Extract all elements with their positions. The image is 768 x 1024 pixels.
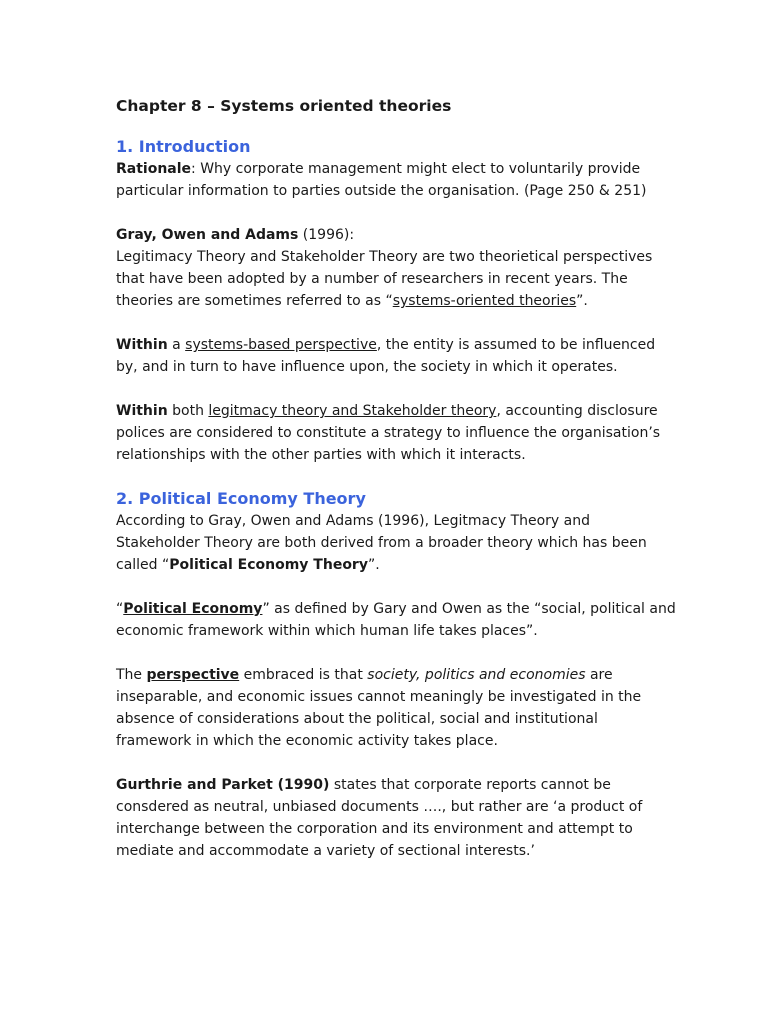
p2-open: “ xyxy=(116,601,124,617)
chapter-title: Chapter 8 – Systems oriented theories xyxy=(116,97,452,115)
political-economy-paragraph-2 xyxy=(116,598,676,642)
gray-authors: Gray, Owen and Adams xyxy=(116,227,299,243)
gray-paragraph xyxy=(116,246,676,312)
section-heading-introduction: 1. Introduction xyxy=(116,137,251,156)
within2-pre: both xyxy=(167,403,209,419)
gurthrie-paragraph xyxy=(116,774,676,862)
p1-bold: Political Economy Theory xyxy=(169,557,368,573)
gray-heading-line xyxy=(116,224,676,246)
p3-pre: The xyxy=(116,667,147,683)
within1-pre: a xyxy=(167,337,186,353)
section-heading-political-economy: 2. Political Economy Theory xyxy=(116,489,366,508)
gray-text: Legitimacy Theory and Stakeholder Theory are two theorietical perspectives that have been adopted by a number of researchers in recent years. The theories are sometimes referred to as “ xyxy=(116,249,653,309)
gray-end: ”. xyxy=(576,293,588,309)
rationale-paragraph xyxy=(116,158,676,202)
legitimacy-stakeholder-link: legitmacy theory and Stakeholder theory xyxy=(208,403,497,419)
political-economy-paragraph-1 xyxy=(116,510,676,576)
systems-oriented-theories-link: systems-oriented theories xyxy=(392,293,577,309)
within-systems-paragraph xyxy=(116,334,676,378)
p4-text: states that corporate reports cannot be consdered as neutral, unbiased documents …., but rather are ‘a product of interchange between the corporation and its environment and attempt to mediate and accommodate a variety of sectional interests.’ xyxy=(116,777,643,859)
perspective-paragraph xyxy=(116,664,676,752)
within-label-1: Within xyxy=(116,337,168,353)
systems-based-perspective-link: systems-based perspective xyxy=(185,337,377,353)
p1-text: According to Gray, Owen and Adams (1996), Legitmacy Theory and Stakeholder Theory are both derived from a broader theory which has been called “ xyxy=(116,513,647,573)
political-economy-term: Political Economy xyxy=(123,601,263,617)
p3-mid: embraced is that xyxy=(239,667,368,683)
rationale-label: Rationale xyxy=(116,161,192,177)
p2-text: ” as defined by Gary and Owen as the “social, political and economic framework within which human life takes places”. xyxy=(116,601,676,639)
p1-end: ”. xyxy=(367,557,380,573)
p3-italic: society, politics and economies xyxy=(367,667,586,683)
within-label-2: Within xyxy=(116,403,168,419)
within2-text: , accounting disclosure polices are considered to constitute a strategy to influence the organisation’s relationships with the other parties with which it interacts. xyxy=(116,403,661,463)
rationale-text: : Why corporate management might elect to voluntarily provide particular information to parties outside the organisation. (Page 250 & 251) xyxy=(116,161,647,199)
within-legitimacy-paragraph xyxy=(116,400,676,466)
p3-text: are inseparable, and economic issues cannot meaningly be investigated in the absence of considerations about the political, social and institutional framework in which the economic activity takes place. xyxy=(116,667,642,749)
gray-year: (1996): xyxy=(298,227,355,243)
gurthrie-authors: Gurthrie and Parket (1990) xyxy=(116,777,330,793)
perspective-term: perspective xyxy=(146,667,240,683)
document-body xyxy=(116,95,676,862)
within1-text: , the entity is assumed to be influenced by, and in turn to have influence upon, the society in which it operates. xyxy=(116,337,656,375)
